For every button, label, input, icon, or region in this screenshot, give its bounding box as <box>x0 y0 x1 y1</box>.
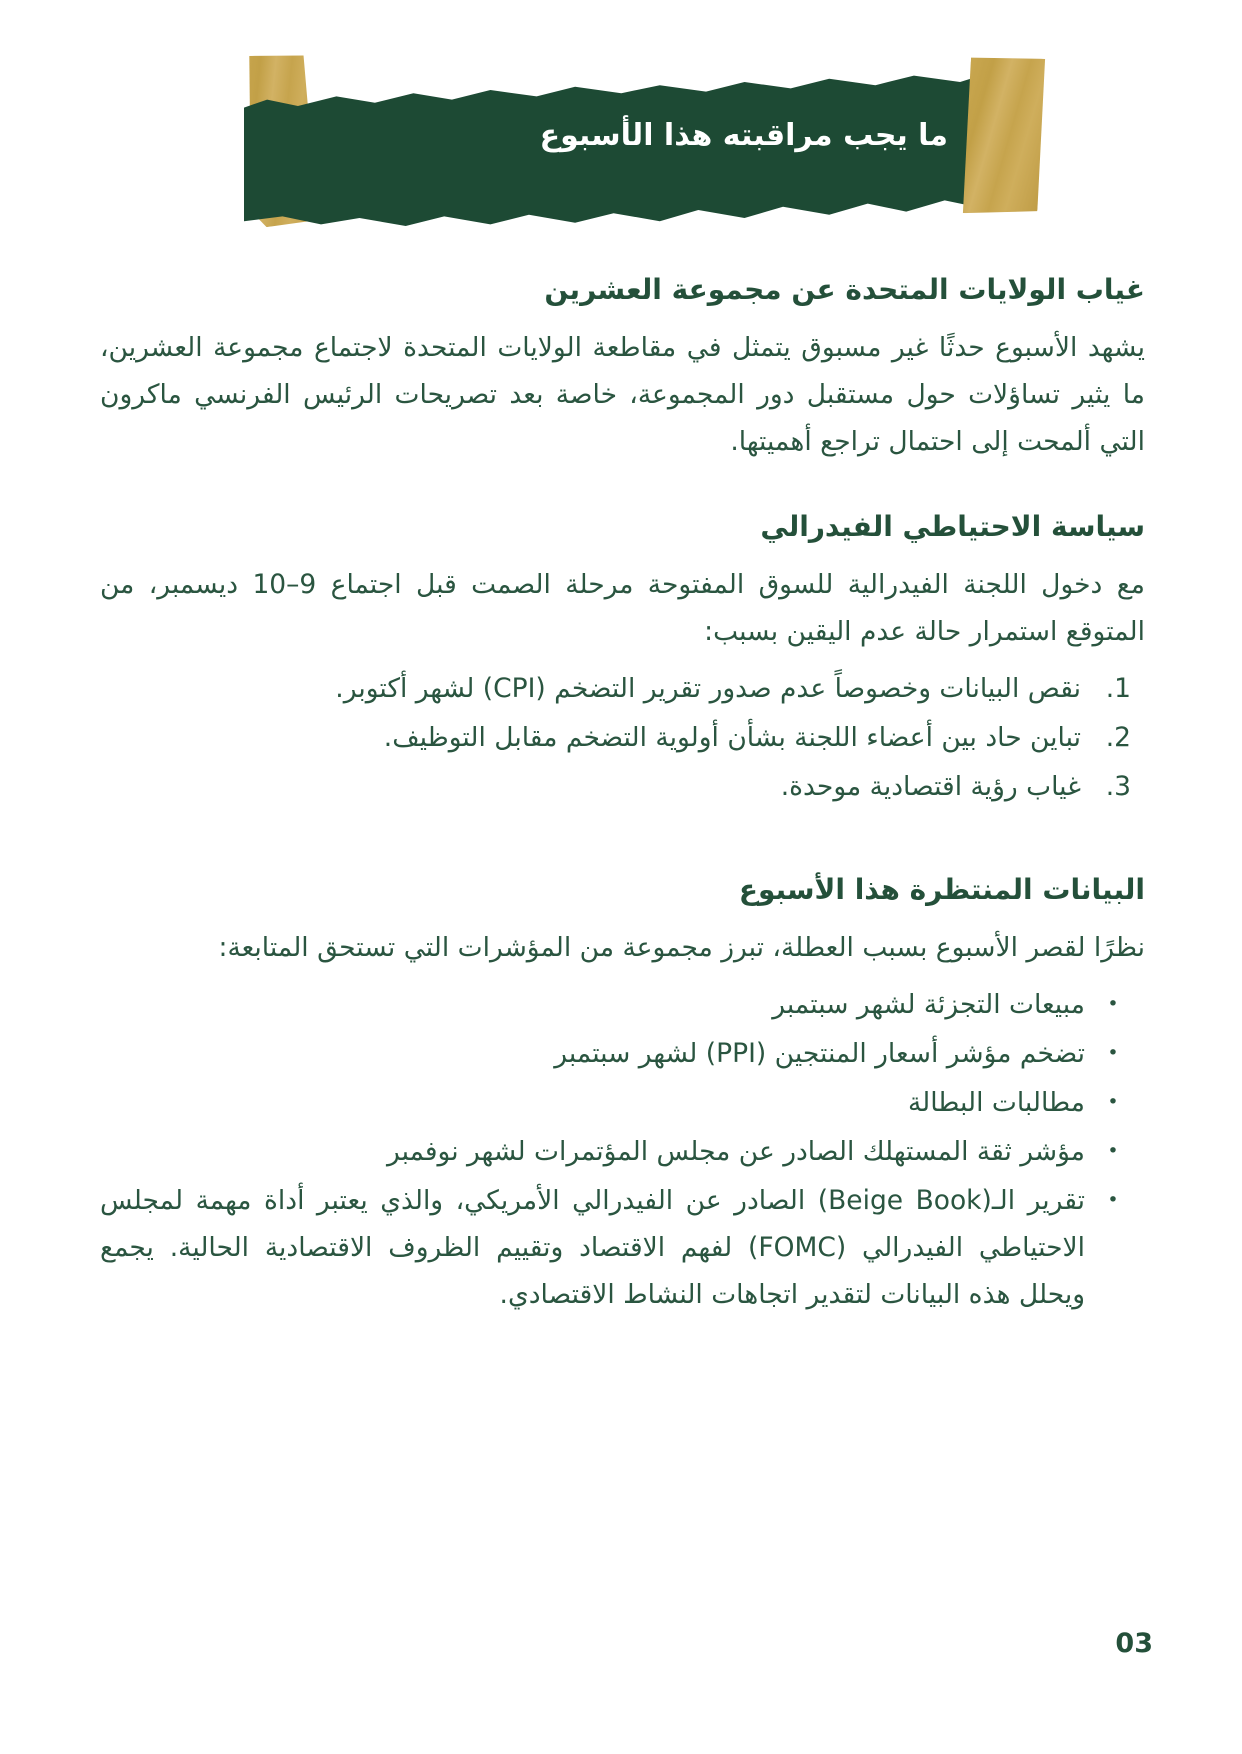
section-body-data: نظرًا لقصر الأسبوع بسبب العطلة، تبرز مجموعة من المؤشرات التي تستحق المتابعة: <box>218 932 1145 963</box>
bullet-icon: • <box>1107 993 1119 1015</box>
section-fed-policy <box>100 505 1145 810</box>
list-item-number: 2. <box>1105 722 1131 753</box>
page-number: 03 <box>1115 1628 1153 1659</box>
list-item <box>100 763 1145 810</box>
section-heading-data: البيانات المنتظرة هذا الأسبوع <box>738 873 1145 906</box>
list-item <box>100 714 1145 761</box>
list-item-text: تباين حاد بين أعضاء اللجنة بشأن أولوية التضخم مقابل التوظيف. <box>383 722 1081 753</box>
section-heading-fed: سياسة الاحتياطي الفيدرالي <box>760 510 1145 543</box>
section-g20-absence <box>100 268 1145 465</box>
bullet-icon: • <box>1107 1140 1119 1162</box>
list-item-text: مؤشر ثقة المستهلك الصادر عن مجلس المؤتمرات لشهر نوفمبر <box>386 1136 1085 1167</box>
banner-title: ما يجب مراقبته هذا الأسبوع <box>539 118 948 153</box>
list-item <box>100 1079 1145 1126</box>
list-item-text: غياب رؤية اقتصادية موحدة. <box>780 771 1081 802</box>
list-item-text: مطالبات البطالة <box>907 1087 1085 1118</box>
list-item-text: تضخم مؤشر أسعار المنتجين (PPI) لشهر سبتمبر <box>554 1038 1085 1069</box>
list-item-number: 1. <box>1105 673 1131 704</box>
list-item <box>100 981 1145 1028</box>
bullet-icon: • <box>1107 1091 1119 1113</box>
list-item <box>100 1030 1145 1077</box>
list-item-number: 3. <box>1105 771 1131 802</box>
section-body-g20: يشهد الأسبوع حدثًا غير مسبوق يتمثل في مقاطعة الولايات المتحدة لاجتماع مجموعة العشرين، ما يثير تساؤلات حول مستقبل دور المجموعة، خاصة بعد تصريحات الرئيس الفرنسي ماكرون التي ألمحت إلى احتمال تراجع أهميتها. <box>100 332 1145 457</box>
content <box>100 0 1145 1318</box>
section-expected-data <box>100 868 1145 1318</box>
bulleted-list <box>100 981 1145 1318</box>
numbered-list <box>100 665 1145 810</box>
list-item <box>100 1177 1145 1318</box>
bullet-icon: • <box>1107 1189 1119 1211</box>
list-item-text: مبيعات التجزئة لشهر سبتمبر <box>772 989 1085 1020</box>
bullet-icon: • <box>1107 1042 1119 1064</box>
list-item <box>100 665 1145 712</box>
list-item-text: نقص البيانات وخصوصاً عدم صدور تقرير التضخم (CPI) لشهر أكتوبر. <box>335 673 1081 704</box>
section-body-fed: مع دخول اللجنة الفيدرالية للسوق المفتوحة مرحلة الصمت قبل اجتماع 9–10 ديسمبر، من المتوقع استمرار حالة عدم اليقين بسبب: <box>100 569 1145 647</box>
list-item <box>100 1128 1145 1175</box>
list-item-text: تقرير الـ(Beige Book) الصادر عن الفيدرالي الأمريكي، والذي يعتبر أداة مهمة لمجلس الاحتياطي الفيدرالي (FOMC) لفهم الاقتصاد وتقييم الظروف الاقتصادية الحالية. يجمع ويحلل هذه البيانات لتقدير اتجاهات النشاط الاقتصادي. <box>100 1185 1086 1310</box>
section-heading-g20: غياب الولايات المتحدة عن مجموعة العشرين <box>544 273 1145 306</box>
